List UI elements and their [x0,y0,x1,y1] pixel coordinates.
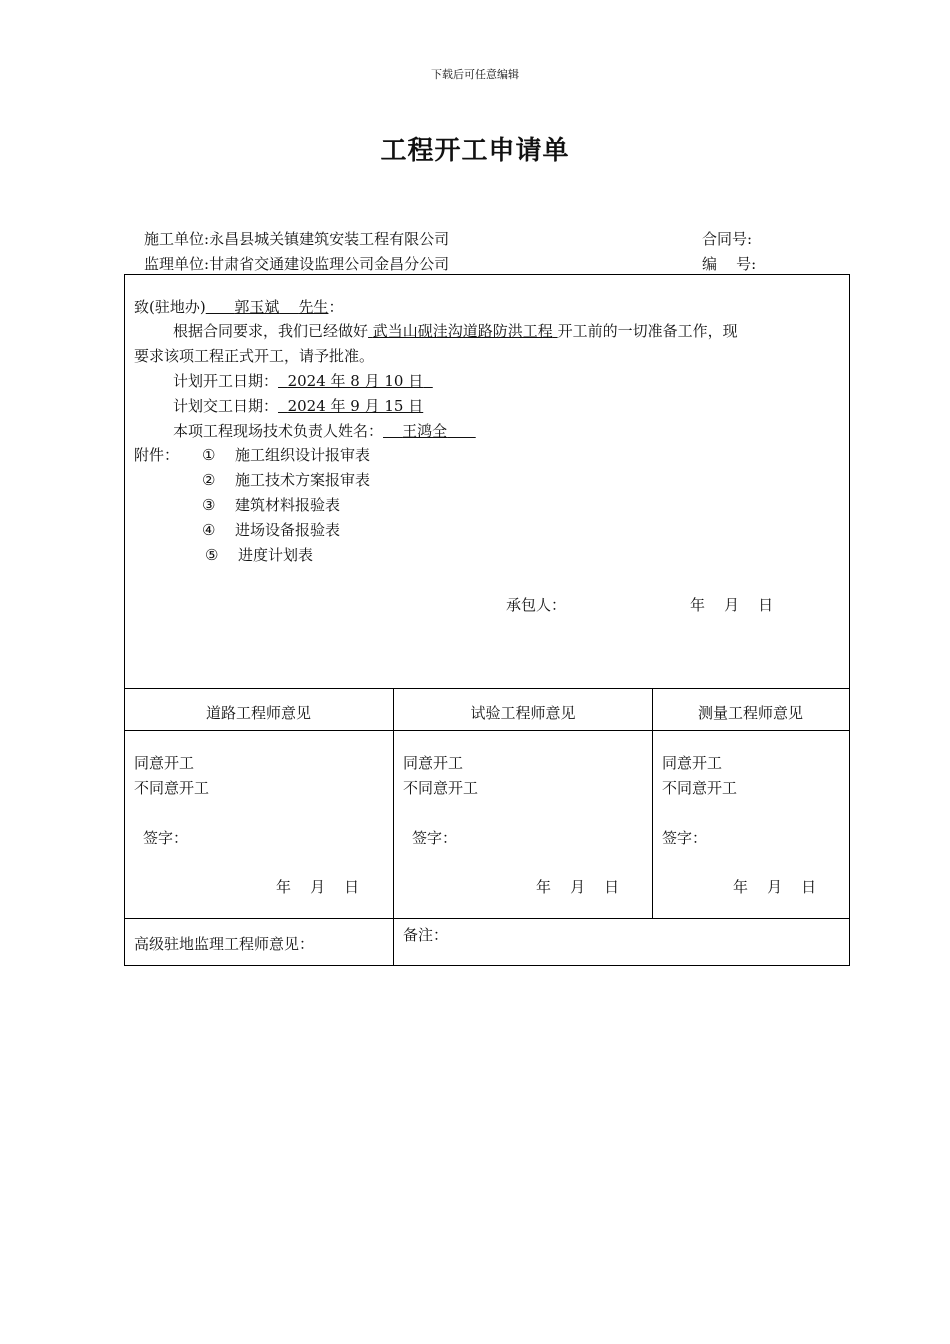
page-title: 工程开工申请单 [380,136,570,166]
table-divider [124,688,849,689]
contractor-label: 承包人： [506,596,567,614]
serial-no-label: 编 号: [702,255,757,273]
agree-option: 同意开工 [134,754,195,772]
attachment-item: ④ 进场设备报验表 [202,521,341,539]
addressee-colon: ： [328,298,344,316]
survey-engineer-header: 测量工程师意见 [697,704,803,722]
tech-lead-row [173,420,476,441]
table-divider [124,918,849,919]
addressee-label: 致(驻地办) [134,298,206,316]
construction-unit-row [144,228,449,249]
disagree-option: 不同意开工 [134,779,210,797]
planned-start-label: 计划开工日期： [173,372,279,390]
planned-start-row [173,370,433,391]
supervision-unit-value: 甘肃省交通建设监理公司金昌分公司 [209,255,450,273]
planned-start-date: 2024 年 8 月 10 日 [287,372,424,390]
attachments-label: 附件： [134,446,180,464]
download-note: 下载后可任意编辑 [431,68,519,81]
construction-unit-label: 施工单位: [144,230,210,248]
agree-option: 同意开工 [662,754,723,772]
request-body-line1: 根据合同要求，我们已经做好 武当山砚洼沟道路防洪工程 开工前的一切准备工作，现 [173,322,738,340]
supervision-unit-label: 监理单位: [144,255,210,273]
test-engineer-header: 试验工程师意见 [470,704,576,722]
attachment-item: ⑤ 进度计划表 [205,546,314,564]
signature-label: 签字： [412,829,458,847]
remarks-label: 备注： [403,926,449,944]
attachment-item: ① 施工组织设计报审表 [202,446,371,464]
contractor-date: 年 月 日 [690,596,774,614]
request-body-line2: 要求该项工程正式开工，请予批准。 [134,347,375,365]
disagree-option: 不同意开工 [662,779,738,797]
supervision-unit-row [144,253,449,274]
attachment-item: ③ 建筑材料报验表 [202,496,341,514]
signature-label: 签字： [662,829,708,847]
planned-finish-date: 2024 年 9 月 15 日 [287,397,424,415]
addressee-line [134,296,343,317]
disagree-option: 不同意开工 [403,779,479,797]
opinion-date: 年 月 日 [733,878,817,896]
planned-finish-label: 计划交工日期： [173,397,279,415]
planned-finish-row [173,395,423,416]
tech-lead-name: 王鸿全 [402,422,448,440]
attachment-item: ② 施工技术方案报审表 [202,471,371,489]
addressee-name: 郭玉斌 先生 [234,298,329,316]
project-name: 武当山砚洼沟道路防洪工程 [372,322,553,340]
table-divider [124,730,849,731]
signature-label: 签字： [143,829,189,847]
column-divider [393,688,394,965]
tech-lead-label: 本项工程现场技术负责人姓名： [173,422,384,440]
road-engineer-header: 道路工程师意见 [205,704,311,722]
opinion-date: 年 月 日 [276,878,360,896]
agree-option: 同意开工 [403,754,464,772]
contract-no-label: 合同号: [702,230,753,248]
opinion-date: 年 月 日 [536,878,620,896]
construction-unit-value: 永昌县城关镇建筑安装工程有限公司 [209,230,450,248]
senior-engineer-opinion-label: 高级驻地监理工程师意见： [134,935,315,953]
